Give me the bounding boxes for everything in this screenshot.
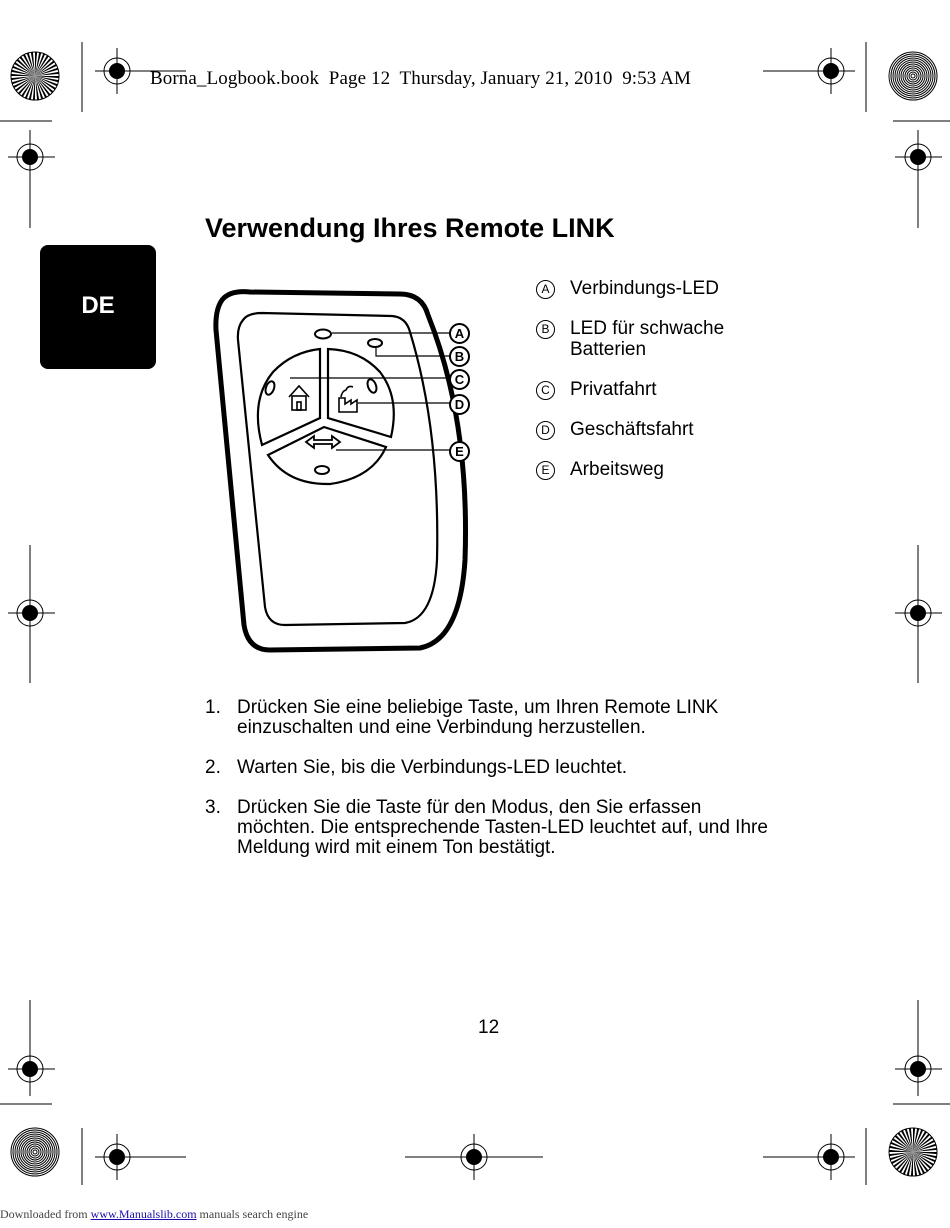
step-item [205, 698, 805, 738]
print-slug-header: Borna_Logbook.book Page 12 Thursday, January 21, 2010 9:53 AM [150, 68, 691, 89]
registration-mark-right-middle [895, 545, 942, 683]
language-tab-label: DE [81, 292, 115, 319]
factory-icon [339, 386, 357, 412]
legend-text: Arbeitsweg [570, 459, 664, 480]
commute-button [268, 427, 386, 484]
step-text: Warten Sie, bis die Verbindungs-LED leuchtet. [237, 757, 628, 778]
registration-mark-left-middle [8, 545, 55, 683]
step-number: 2. [205, 757, 221, 778]
legend-item [536, 459, 896, 480]
footer-prefix: Downloaded from [0, 1207, 88, 1221]
callout-e: E [449, 441, 470, 462]
footer-link[interactable]: www.Manualslib.com [90, 1207, 197, 1221]
step-text: Drücken Sie die Taste für den Modus, den Sie erfassen möchten. Die entsprechende Tasten-LED leuchtet auf, und Ihre Meldung wird mit einem Ton bestätigt. [237, 797, 768, 858]
registration-mark-right-upper [895, 130, 942, 228]
connection-led [315, 330, 331, 339]
legend-text: Privatfahrt [570, 379, 657, 400]
callout-a: A [449, 323, 470, 344]
registration-mark-bottom-right [763, 1134, 855, 1180]
language-tab [40, 245, 156, 369]
starburst-target-top-left [11, 52, 59, 100]
registration-mark-bottom-center [405, 1134, 543, 1180]
legend-key: D [536, 421, 555, 440]
registration-mark-left-upper [8, 130, 55, 228]
legend-key: B [536, 320, 555, 339]
step-text: Drücken Sie eine beliebige Taste, um Ihren Remote LINK einzuschalten und eine Verbindung herzustellen. [237, 697, 719, 738]
remote-outer-body [216, 292, 466, 650]
legend-text: Verbindungs-LED [570, 278, 719, 299]
legend-list [536, 278, 896, 480]
instruction-steps [205, 698, 805, 878]
registration-mark-top-right [763, 48, 855, 94]
step-number: 1. [205, 697, 221, 718]
page-number: 12 [478, 1017, 500, 1038]
legend-key: C [536, 381, 555, 400]
registration-mark-right-lower [895, 1000, 942, 1096]
legend-key: E [536, 461, 555, 480]
step-number: 3. [205, 797, 221, 818]
business-trip-button [328, 349, 394, 437]
legend-text: LED für schwache Batterien [570, 318, 725, 360]
remote-link-illustration [216, 292, 466, 650]
private-trip-button [258, 349, 320, 445]
low-battery-led [368, 339, 382, 347]
legend-item [536, 278, 896, 299]
step-item [205, 758, 805, 778]
callout-d: D [449, 394, 470, 415]
page-title: Verwendung Ihres Remote LINK [205, 213, 615, 243]
double-arrow-icon [306, 436, 340, 448]
remote-inner-body [238, 313, 437, 625]
legend-key: A [536, 280, 555, 299]
callout-c: C [449, 369, 470, 390]
registration-mark-bottom-left [95, 1134, 186, 1180]
house-icon [289, 386, 309, 410]
concentric-target-top-right [889, 52, 937, 100]
legend-item [536, 419, 896, 440]
registration-mark-left-lower [8, 1000, 55, 1096]
legend-item [536, 318, 726, 360]
download-footer [0, 1207, 308, 1222]
callout-b: B [449, 346, 470, 367]
concentric-target-bottom-left [11, 1128, 59, 1176]
footer-suffix: manuals search engine [199, 1207, 309, 1221]
legend-item [536, 379, 896, 400]
legend-text: Geschäftsfahrt [570, 419, 694, 440]
step-item [205, 798, 805, 858]
starburst-target-bottom-right [889, 1128, 937, 1176]
